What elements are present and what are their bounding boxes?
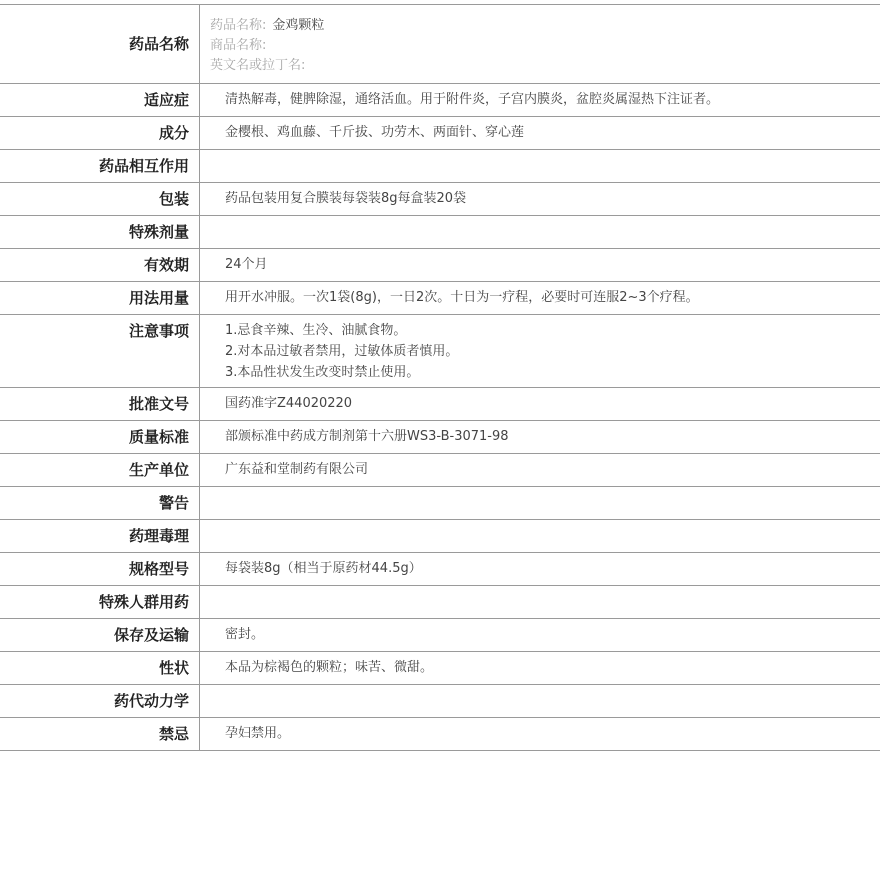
- row-value: 24个月: [225, 257, 268, 272]
- row-value: 清热解毒，健脾除湿，通络活血。用于附件炎，子宫内膜炎，盆腔炎属湿热下注证者。: [225, 92, 720, 107]
- latin-name-key: 英文名或拉丁名:: [210, 58, 306, 73]
- row-value: 金樱根、鸡血藤、千斤拔、功劳木、两面针、穿心莲: [225, 125, 525, 140]
- precaution-line: 2.对本品过敏者禁用，过敏体质者慎用。: [225, 344, 459, 359]
- row-interactions: [0, 150, 880, 183]
- trade-name-key: 商品名称:: [210, 38, 267, 53]
- precaution-line: 1.忌食辛辣、生冷、油腻食物。: [225, 323, 407, 338]
- row-label: 注意事项: [0, 315, 200, 387]
- generic-name-key: 药品名称:: [210, 18, 267, 33]
- row-specification: [0, 553, 880, 586]
- generic-name-line: [210, 16, 880, 36]
- row-value: 部颁标准中药成方制剂第十六册WS3-B-3071-98: [225, 429, 509, 444]
- row-label: 保存及运输: [0, 619, 200, 651]
- precaution-line: 3.本品性状发生改变时禁止使用。: [225, 365, 420, 380]
- row-indications: [0, 84, 880, 117]
- row-label: 批准文号: [0, 388, 200, 420]
- row-label: 性状: [0, 652, 200, 684]
- drug-name-cell: [200, 5, 880, 83]
- row-label: 适应症: [0, 84, 200, 116]
- row-approval-number: [0, 388, 880, 421]
- row-value: [200, 520, 880, 552]
- row-contraindications: [0, 718, 880, 751]
- row-value: [200, 487, 880, 519]
- row-label: 药理毒理: [0, 520, 200, 552]
- row-label: 有效期: [0, 249, 200, 281]
- trade-name-line: [210, 36, 880, 56]
- row-label: 用法用量: [0, 282, 200, 314]
- drug-info-table: [0, 4, 880, 751]
- precautions-cell: [200, 315, 880, 387]
- row-value: [200, 586, 880, 618]
- row-value: [200, 216, 880, 248]
- row-manufacturer: [0, 454, 880, 487]
- row-shelf-life: [0, 249, 880, 282]
- row-storage: [0, 619, 880, 652]
- row-pharmacokinetics: [0, 685, 880, 718]
- row-label: 药代动力学: [0, 685, 200, 717]
- row-label: 警告: [0, 487, 200, 519]
- row-packaging: [0, 183, 880, 216]
- row-value: 用开水冲服。一次1袋(8g)，一日2次。十日为一疗程，必要时可连服2~3个疗程。: [225, 290, 699, 305]
- row-value: 每袋装8g（相当于原药材44.5g）: [225, 561, 422, 576]
- row-description: [0, 652, 880, 685]
- row-precautions: [0, 315, 880, 388]
- row-value: 孕妇禁用。: [225, 726, 291, 741]
- row-value: 密封。: [225, 627, 265, 642]
- row-ingredients: [0, 117, 880, 150]
- generic-name-value: 金鸡颗粒: [272, 18, 325, 33]
- row-label: 包装: [0, 183, 200, 215]
- row-label: 特殊剂量: [0, 216, 200, 248]
- row-label: 生产单位: [0, 454, 200, 486]
- row-special-populations: [0, 586, 880, 619]
- row-label: 禁忌: [0, 718, 200, 750]
- row-label: 成分: [0, 117, 200, 149]
- latin-name-line: [210, 56, 880, 76]
- row-label: 药品相互作用: [0, 150, 200, 182]
- row-special-dosage: [0, 216, 880, 249]
- row-warning: [0, 487, 880, 520]
- row-label: 规格型号: [0, 553, 200, 585]
- row-label: 特殊人群用药: [0, 586, 200, 618]
- row-value: 国药准字Z44020220: [225, 396, 353, 411]
- row-label: 质量标准: [0, 421, 200, 453]
- row-drug-name: [0, 5, 880, 84]
- row-label: 药品名称: [0, 5, 200, 83]
- row-value: 广东益和堂制药有限公司: [225, 462, 369, 477]
- row-pharmacology: [0, 520, 880, 553]
- row-quality-standard: [0, 421, 880, 454]
- row-value: 本品为棕褐色的颗粒；味苦、微甜。: [225, 660, 434, 675]
- row-value: [200, 150, 880, 182]
- row-usage-dosage: [0, 282, 880, 315]
- row-value: 药品包装用复合膜装每袋装8g每盒装20袋: [225, 191, 467, 206]
- row-value: [200, 685, 880, 717]
